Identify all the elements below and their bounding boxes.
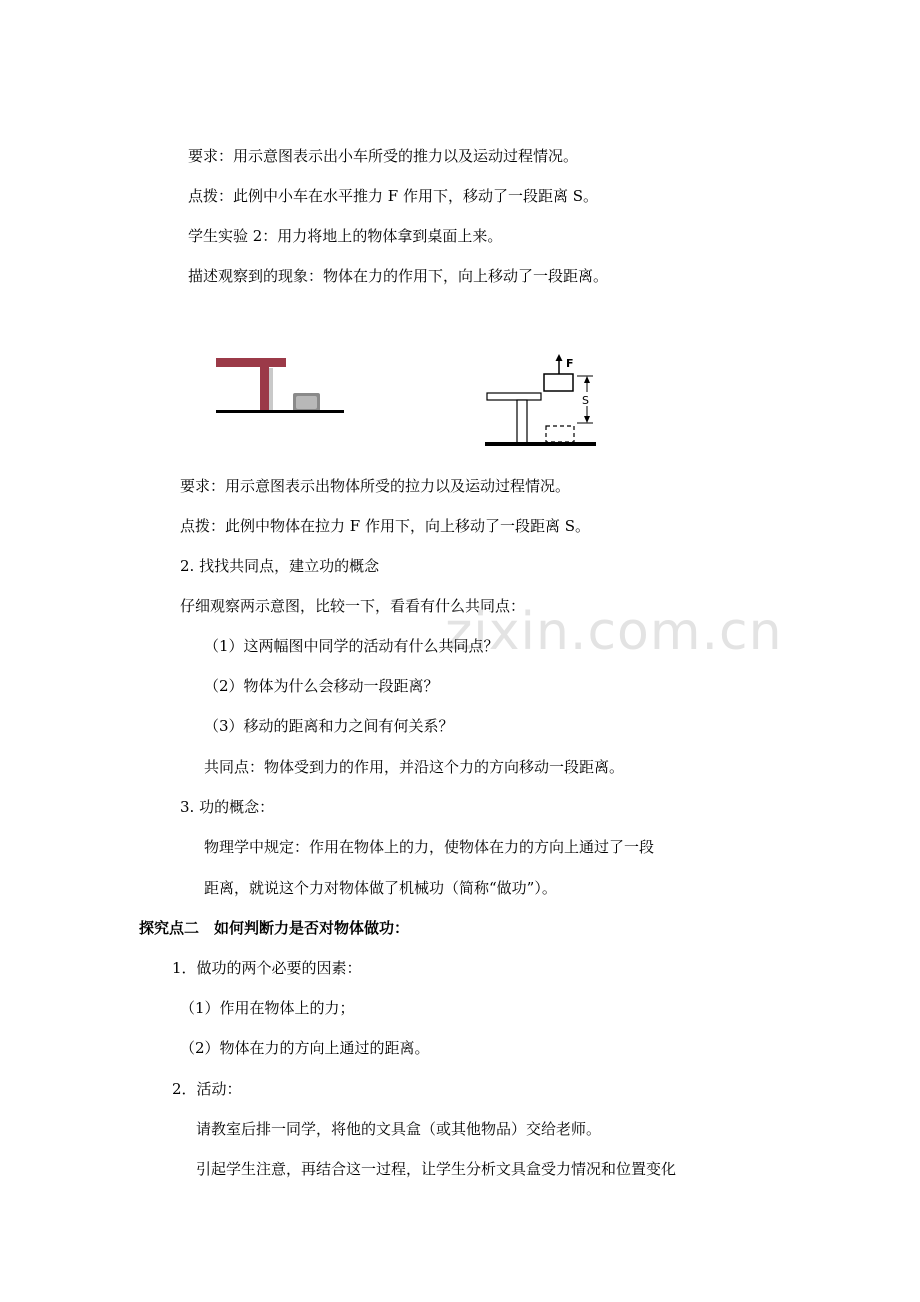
table-leg — [260, 365, 269, 412]
factor-1: （1）作用在物体上的力； — [180, 999, 355, 1017]
section-heading-2: 2. 找找共同点，建立功的概念 — [180, 557, 380, 575]
activity-heading: 2．活动： — [172, 1080, 242, 1098]
text-line-6: 点拨：此例中物体在拉力 F 作用下，向上移动了一段距离 S。 — [180, 517, 590, 535]
question-1: （1）这两幅图中同学的活动有什么共同点？ — [204, 637, 499, 655]
text-line-8: 仔细观察两示意图，比较一下，看看有什么共同点： — [180, 597, 526, 615]
watermark: zixin.com.cn — [445, 602, 783, 662]
table-leg-edge — [269, 368, 273, 412]
text-line-2: 点拨：此例中小车在水平推力 F 作用下，移动了一段距离 S。 — [188, 187, 598, 205]
text-line-5: 要求：用示意图表示出物体所受的拉力以及运动过程情况。 — [180, 477, 571, 495]
table-top — [216, 358, 286, 367]
factors-heading: 1．做功的两个必要的因素： — [172, 959, 362, 977]
ground-line — [216, 410, 344, 413]
text-line-3: 学生实验 2：用力将地上的物体拿到桌面上来。 — [188, 227, 503, 245]
inquiry-heading-2: 探究点二 如何判断力是否对物体做功： — [139, 919, 410, 937]
question-3: （3）移动的距离和力之间有何关系？ — [204, 717, 454, 735]
figure-table-box-ground — [216, 356, 346, 418]
text-line-4: 描述观察到的现象：物体在力的作用下，向上移动了一段距离。 — [188, 267, 609, 285]
activity-line-2: 引起学生注意，再结合这一过程，让学生分析文具盒受力情况和位置变化 — [196, 1160, 677, 1178]
table-top-2 — [487, 393, 541, 400]
figure-lift-object — [485, 352, 600, 448]
text-line-1: 要求：用示意图表示出小车所受的推力以及运动过程情况。 — [188, 147, 579, 165]
activity-line-1: 请教室后排一同学，将他的文具盒（或其他物品）交给老师。 — [196, 1120, 602, 1138]
lifted-box — [544, 374, 573, 391]
ground-line-2 — [485, 442, 596, 446]
force-label: F — [566, 357, 574, 370]
question-2: （2）物体为什么会移动一段距离？ — [204, 677, 439, 695]
original-box-dashed — [546, 426, 574, 442]
section-heading-3: 3. 功的概念： — [180, 798, 275, 816]
factor-2: （2）物体在力的方向上通过的距离。 — [180, 1039, 430, 1057]
distance-label: S — [582, 394, 589, 407]
definition-line-1: 物理学中规定：作用在物体上的力，使物体在力的方向上通过了一段 — [204, 838, 655, 856]
definition-line-2: 距离，就说这个力对物体做了机械功（简称“做功”）。 — [204, 879, 557, 897]
common-point: 共同点：物体受到力的作用，并沿这个力的方向移动一段距离。 — [204, 758, 625, 776]
table-leg-2 — [517, 400, 527, 444]
